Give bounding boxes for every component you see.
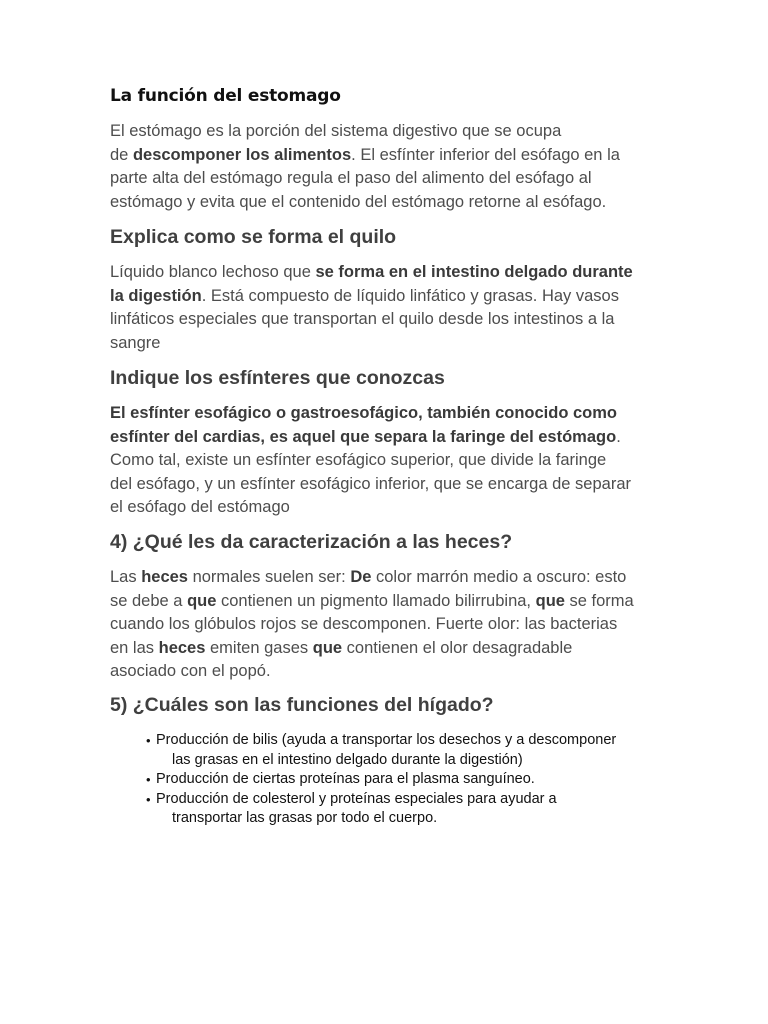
text-run: El estómago es la porción del sistema digestivo que se ocupa	[110, 122, 562, 140]
bold-text-run: heces	[158, 638, 206, 657]
text-line	[110, 613, 670, 637]
heading-feces: 4) ¿Qué les da caracterización a las heces?	[110, 531, 513, 553]
text-line	[110, 261, 670, 285]
text-line	[110, 496, 670, 520]
list-item	[146, 731, 686, 770]
heading-sphincters: Indique los esfínteres que conozcas	[110, 367, 445, 389]
text-run: se forma	[564, 591, 634, 610]
text-line	[110, 144, 670, 168]
bold-text-run: heces	[141, 568, 188, 586]
list-item	[146, 770, 686, 790]
text-run: sangre	[110, 333, 161, 352]
list-item-text: • Producción de bilis (ayuda a transportar los desechos y a descomponer	[156, 732, 617, 748]
text-line	[110, 637, 670, 661]
text-line	[110, 426, 670, 450]
text-run: parte alta del estómago regula el paso del alimento del esófago al	[110, 169, 592, 187]
text-run: contienen el olor desagradable	[342, 638, 573, 657]
text-run: en las	[110, 638, 159, 657]
text-line	[110, 566, 670, 590]
text-line	[110, 402, 670, 426]
text-run: normales suelen ser:	[187, 568, 351, 586]
bold-text-run: la digestión	[110, 286, 202, 305]
list-item-text: las grasas en el intestino delgado durante la digestión)	[172, 751, 523, 768]
text-run: Líquido blanco lechoso que	[110, 263, 316, 281]
text-run: el esófago del estómago	[110, 498, 290, 516]
text-run: asociado con el popó.	[110, 662, 271, 680]
text-line	[110, 308, 670, 332]
paragraph-feces	[110, 566, 670, 684]
list-item-text: transportar las grasas por todo el cuerpo.	[172, 810, 438, 826]
bold-text-run: esfínter del cardias, es aquel que separa la faringe del estómago	[110, 427, 617, 446]
text-run: linfáticos especiales que transportan el quilo desde los intestinos a la	[110, 310, 615, 328]
bold-text-run: que	[535, 591, 565, 610]
heading-liver-functions: 5) ¿Cuáles son las funciones del hígado?	[110, 694, 494, 716]
list-item	[146, 790, 686, 829]
text-run: Las	[110, 568, 142, 586]
text-line	[110, 590, 670, 614]
text-line	[110, 332, 670, 356]
list-item-text: • Producción de colesterol y proteínas especiales para ayudar a	[156, 790, 557, 807]
text-run: Como tal, existe un esfínter esofágico superior, que divide la faringe	[110, 451, 607, 469]
text-run: de	[110, 145, 133, 164]
text-run: color marrón medio a oscuro: esto	[371, 568, 627, 586]
text-run: . Está compuesto de líquido linfático y grasas. Hay vasos	[201, 286, 619, 305]
bold-text-run: De	[350, 568, 372, 586]
bold-text-run: que	[187, 591, 217, 610]
bold-text-run: que	[312, 638, 343, 657]
text-run: contienen un pigmento llamado bilirrubina,	[216, 591, 536, 610]
paragraph-chyle	[110, 261, 670, 355]
text-line	[110, 660, 670, 684]
bold-text-run: El esfínter esofágico o gastroesofágico, también conocido como	[110, 404, 618, 422]
text-line	[110, 285, 670, 309]
text-run: .	[616, 427, 621, 446]
text-line	[110, 191, 670, 215]
document-title: La función del estomago	[110, 86, 341, 106]
list-item-text: • Producción de ciertas proteínas para el plasma sanguíneo.	[156, 771, 535, 787]
bold-text-run: se forma en el intestino delgado durante	[315, 263, 633, 281]
bold-text-run: descomponer los alimentos	[132, 145, 352, 164]
text-run: cuando los glóbulos rojos se descomponen. Fuerte olor: las bacterias	[110, 615, 618, 633]
paragraph-stomach-function	[110, 120, 670, 214]
text-line	[110, 449, 670, 473]
text-line	[110, 167, 670, 191]
heading-chyle: Explica como se forma el quilo	[110, 226, 397, 248]
text-run: del esófago, y un esfínter esofágico inferior, que se encarga de separar	[110, 474, 631, 493]
paragraph-sphincters	[110, 402, 670, 520]
liver-functions-list	[146, 731, 686, 829]
text-line	[110, 473, 670, 497]
text-run: . El esfínter inferior del esófago en la	[351, 145, 620, 164]
text-run: emiten gases	[205, 638, 313, 657]
text-run: se debe a	[110, 591, 188, 610]
text-line	[110, 120, 670, 144]
text-run: estómago y evita que el contenido del estómago retorne al esófago.	[110, 192, 607, 211]
